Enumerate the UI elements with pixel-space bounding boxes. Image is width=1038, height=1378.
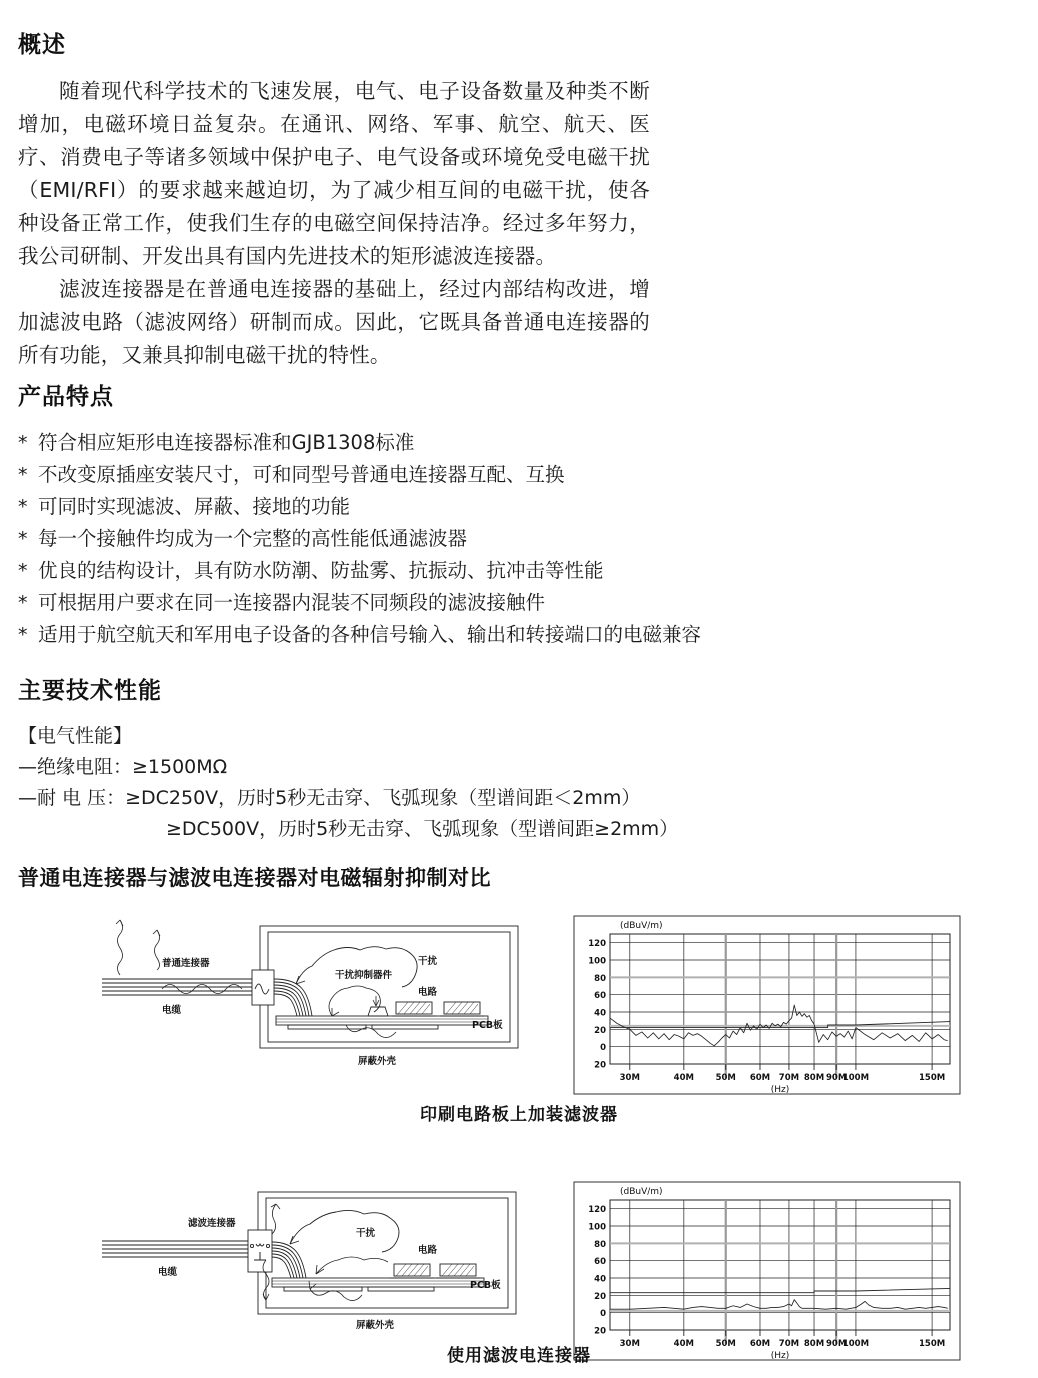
x-tick-label: 100M: [842, 1073, 870, 1083]
figure-caption-2-clip: [0, 1341, 1038, 1363]
x-tick-label: 100M: [842, 1339, 870, 1349]
bullet-marker-icon: *: [18, 528, 28, 550]
feature-label: 符合相应矩形电连接器标准和GJB1308标准: [38, 431, 415, 454]
y-tick-label: 20: [594, 1060, 606, 1071]
x-tick-label: 90M: [825, 1073, 847, 1083]
diagram-label-suppressor: 干扰抑制器件: [335, 970, 393, 981]
x-tick-label: 60M: [749, 1073, 771, 1083]
y-tick-label: 0: [600, 1309, 606, 1320]
y-tick-label: 100: [588, 1222, 606, 1233]
x-tick-label: 80M: [803, 1073, 825, 1083]
chart-filtered: [568, 1178, 968, 1368]
bullet-marker-icon: *: [18, 464, 28, 486]
filter-connector-body: [248, 1230, 272, 1272]
feature-item-1: [18, 427, 918, 459]
spec-line-voltage-continued: ≥DC500V，历时5秒无击穿、飞弧现象（型谱间距≥2mm）: [166, 818, 679, 840]
diagram-label-interference: 干扰: [356, 1228, 376, 1239]
features-heading: 产品特点: [18, 384, 114, 410]
bullet-marker-icon: *: [18, 624, 28, 646]
y-tick-label: 80: [594, 1239, 606, 1250]
y-axis-label: (dBuV/m): [620, 1187, 663, 1197]
feature-item-3: [18, 491, 918, 523]
y-tick-label: 40: [594, 1008, 606, 1019]
diagram-label-connector: 滤波连接器: [188, 1218, 236, 1229]
y-tick-label: 80: [594, 973, 606, 984]
figure-row-1: [0, 912, 1038, 1112]
y-tick-label: 100: [588, 956, 606, 967]
x-tick-label: 80M: [803, 1339, 825, 1349]
diagram-label-cable: 电缆: [162, 1005, 182, 1016]
bullet-marker-icon: *: [18, 496, 28, 518]
x-axis-label: (Hz): [770, 1351, 790, 1361]
y-tick-label: 120: [588, 1205, 606, 1216]
diagram-label-circuit: 电路: [418, 987, 438, 998]
y-axis-label: (dBuV/m): [620, 921, 663, 931]
feature-item-7: [18, 619, 918, 651]
pcb-board: [272, 1278, 484, 1287]
x-tick-label: 70M: [778, 1339, 800, 1349]
x-tick-label: 30M: [619, 1339, 640, 1349]
x-tick-label: 50M: [715, 1073, 736, 1083]
features-list: [18, 427, 918, 651]
overview-heading: 概述: [18, 32, 66, 58]
spec-line-voltage: —耐 电 压：≥DC250V，历时5秒无击穿、飞弧现象（型谱间距＜2mm）: [18, 787, 641, 809]
bullet-marker-icon: *: [18, 560, 28, 582]
feature-item-4: [18, 523, 918, 555]
diagram-label-interference: 干扰: [418, 956, 438, 967]
x-tick-label: 40M: [673, 1339, 694, 1349]
diagram-label-cable: 电缆: [158, 1267, 178, 1278]
x-tick-label: 150M: [918, 1339, 946, 1349]
diagram-label-circuit: 电路: [418, 1245, 438, 1256]
overview-paragraph-2: 滤波连接器是在普通电连接器的基础上，经过内部结构改进，增加滤波电路（滤波网络）研制而成。因此，它既具备普通电连接器的所有功能，又兼具抑制电磁干扰的特性。: [18, 277, 650, 367]
x-axis-label: (Hz): [770, 1085, 790, 1095]
shield-inner-box: [266, 1198, 508, 1308]
features-section: [18, 378, 918, 651]
y-tick-label: 60: [594, 991, 606, 1002]
y-tick-label: 20: [594, 1326, 606, 1337]
diagram-label-pcb: PCB板: [470, 1280, 501, 1291]
feature-item-2: [18, 459, 918, 491]
feature-label: 可根据用户要求在同一连接器内混装不同频段的滤波接触件: [38, 591, 546, 614]
feature-label: 适用于航空航天和军用电子设备的各种信号输入、输出和转接端口的电磁兼容: [38, 623, 702, 646]
figure-caption-2: 使用滤波电连接器: [447, 1346, 591, 1363]
overview-paragraph-1: 随着现代科学技术的飞速发展，电气、电子设备数量及种类不断增加，电磁环境日益复杂。在通讯、网络、军事、航空、航天、医疗、消费电子等诸多领域中保护电子、电气设备或环境免受电磁干扰（EMI/RFI）的要求越来越迫切，为了减少相互间的电磁干扰，使各种设备正常工作，使我们生存的电磁空间保持洁净。经过多年努力，我公司研制、开发出具有国内先进技术的矩形滤波连接器。: [18, 79, 650, 268]
diagram-label-pcb: PCB板: [472, 1020, 503, 1031]
y-tick-label: 40: [594, 1274, 606, 1285]
overview-section: [18, 26, 650, 372]
diagram-label-shield: 屏蔽外壳: [356, 1320, 395, 1331]
x-tick-label: 90M: [825, 1339, 847, 1349]
bullet-marker-icon: *: [18, 592, 28, 614]
pcb-board: [276, 1016, 488, 1025]
diagram-label-shield: 屏蔽外壳: [358, 1056, 397, 1067]
comparison-heading: 普通电连接器与滤波电连接器对电磁辐射抑制对比: [18, 866, 491, 890]
x-tick-label: 70M: [778, 1073, 800, 1083]
comparison-section: [18, 862, 491, 892]
y-tick-label: 120: [588, 939, 606, 950]
y-tick-label: 0: [600, 1043, 606, 1054]
y-tick-label: 60: [594, 1257, 606, 1268]
x-tick-label: 60M: [749, 1339, 771, 1349]
specs-heading: 主要技术性能: [18, 678, 162, 704]
shield-outer-box: [258, 1192, 516, 1314]
chart-unfiltered: [568, 912, 968, 1102]
specs-section: [18, 672, 918, 845]
feature-item-6: [18, 587, 918, 619]
bullet-marker-icon: *: [18, 432, 28, 454]
x-tick-label: 50M: [715, 1339, 736, 1349]
feature-label: 优良的结构设计，具有防水防潮、防盐雾、抗振动、抗冲击等性能: [38, 559, 604, 582]
x-tick-label: 40M: [673, 1073, 694, 1083]
figure-caption-1: 印刷电路板上加装滤波器: [420, 1105, 618, 1125]
spec-line-insulation: —绝缘电阻：≥1500MΩ: [18, 756, 228, 778]
feature-item-5: [18, 555, 918, 587]
y-tick-label: 20: [594, 1291, 606, 1302]
x-tick-label: 30M: [619, 1073, 640, 1083]
y-tick-label: 20: [594, 1025, 606, 1036]
feature-label: 每一个接触件均成为一个完整的高性能低通滤波器: [38, 527, 468, 550]
diagram-unfiltered: [100, 912, 530, 1097]
specs-subheading: 【电气性能】: [18, 725, 133, 747]
diagram-label-connector: 普通连接器: [162, 958, 210, 969]
x-tick-label: 150M: [918, 1073, 946, 1083]
feature-label: 可同时实现滤波、屏蔽、接地的功能: [38, 495, 351, 518]
diagram-filtered: [100, 1178, 530, 1363]
feature-label: 不改变原插座安装尺寸，可和同型号普通电连接器互配、互换: [38, 463, 565, 486]
